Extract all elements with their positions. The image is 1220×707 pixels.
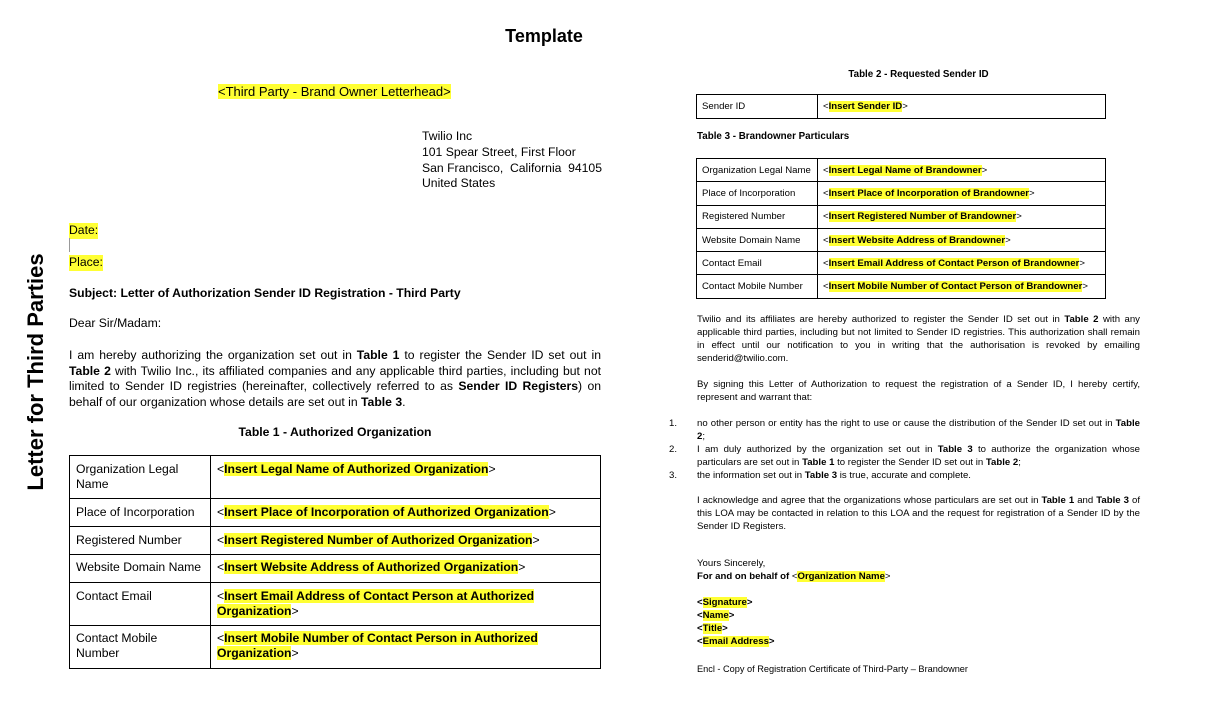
table-row	[70, 527, 601, 555]
table3-caption: Table 3 - Brandowner Particulars	[697, 131, 850, 142]
table-label: Sender ID	[697, 95, 818, 119]
table-value: <Insert Mobile Number of Contact Person in Authorized Organization>	[211, 626, 601, 669]
address-line-2: 101 Spear Street, First Floor	[422, 144, 576, 159]
placeholder-field: Insert Email Address of Contact Person of Brandowner	[828, 257, 1080, 269]
table-value: <Insert Registered Number of Brandowner>	[818, 205, 1106, 228]
placeholder-field: Organization	[217, 604, 292, 618]
table-row	[697, 95, 1106, 119]
address-line-3	[422, 161, 602, 177]
table-label: Contact Mobile Number	[70, 626, 211, 669]
body-text: to register the Sender ID set out in	[834, 457, 986, 468]
authorization-paragraph	[69, 348, 601, 410]
subject-line: Subject: Letter of Authorization Sender ID Registration - Third Party	[69, 286, 461, 300]
text-cursor	[69, 238, 70, 252]
address-city: San Francisco,	[422, 160, 504, 175]
body-text: ) on behalf of our organization whose details are set out in	[69, 379, 601, 409]
list-item	[669, 443, 1140, 469]
warranty-list	[669, 417, 1140, 482]
list-item	[669, 469, 1140, 482]
body-text: I acknowledge and agree that the organizations whose particulars are set out in	[697, 495, 1042, 506]
signature-block	[697, 596, 775, 648]
letterhead-placeholder: <Third Party - Brand Owner Letterhead>	[218, 84, 451, 99]
body-ref: Table 3	[804, 470, 838, 481]
placeholder-field: Insert Website Address of Authorized Organization	[224, 560, 519, 574]
body-ref-table1: Table 1	[356, 348, 400, 362]
table-value: <Insert Email Address of Contact Person of Brandowner>	[818, 252, 1106, 275]
placeholder-field: Insert Registered Number of Brandowner	[828, 211, 1017, 223]
list-text	[697, 443, 1140, 469]
body-ref-table3: Table 3	[361, 394, 403, 409]
body-text: of this LOA may be contacted in relation to this LOA and the request for registration of a Sender ID by the Sender ID Registers.	[697, 495, 1140, 532]
placeholder-field: Insert Registered Number of Authorized Organization	[224, 533, 533, 547]
table-value: <Insert Mobile Number of Contact Person of Brandowner>	[818, 275, 1106, 298]
on-behalf-text: For and on behalf of	[697, 571, 792, 582]
placeholder-field: Insert Sender ID	[828, 101, 903, 112]
signature-line: <Signature>	[697, 597, 753, 608]
table-label: Organization Legal Name	[697, 159, 818, 182]
list-number: 3.	[669, 470, 678, 481]
closing-line: Yours Sincerely,	[697, 558, 766, 569]
body-ref-table2: Table 2	[1064, 314, 1099, 325]
placeholder-field: Insert Legal Name of Authorized Organization	[224, 462, 489, 476]
body-ref: Table 2	[697, 418, 1140, 442]
table-value: <Insert Registered Number of Authorized Organization>	[211, 527, 601, 555]
body-ref-table1: Table 1	[1041, 495, 1075, 506]
body-text: Twilio and its affiliates are hereby authorized to register the Sender ID set out in	[697, 314, 1065, 325]
list-number: 1.	[669, 418, 678, 429]
body-text: to authorize the organization whose particulars are set out in	[697, 444, 1140, 468]
table-row	[697, 275, 1106, 298]
place-label: Place:	[69, 255, 103, 269]
name-placeholder: Name	[702, 610, 729, 621]
table-label: Website Domain Name	[70, 555, 211, 583]
body-text: .	[402, 394, 406, 409]
body-text: ;	[702, 431, 706, 442]
address-state: California	[509, 160, 562, 175]
placeholder-field: Insert Email Address of Contact Person at Authorized	[224, 589, 535, 603]
placeholder-field: Insert Mobile Number of Contact Person in Authorized	[224, 631, 538, 645]
body-text: is true, accurate and complete.	[837, 470, 971, 481]
authorized-organization-table	[69, 455, 601, 669]
table-label: Organization Legal Name	[70, 456, 211, 499]
body-ref: Table 1	[802, 457, 835, 468]
requested-sender-id-table	[696, 94, 1106, 119]
table-row	[70, 499, 601, 527]
list-text	[697, 469, 1140, 482]
table-label: Place of Incorporation	[70, 499, 211, 527]
table-value: <Insert Legal Name of Authorized Organization>	[211, 456, 601, 499]
body-ref: Table 3	[937, 444, 973, 455]
placeholder-field: Organization	[217, 646, 292, 660]
body-ref-registers: Sender ID Registers	[458, 379, 579, 393]
page-title: Template	[505, 26, 583, 46]
table-row	[70, 626, 601, 669]
certification-paragraph: By signing this Letter of Authorization to request the registration of a Sender ID, I hereby certify, represent and warrant that:	[697, 379, 1140, 403]
table-label: Contact Email	[697, 252, 818, 275]
body-ref: Table 2	[985, 457, 1019, 468]
table-value: <Insert Place of Incorporation of Authorized Organization>	[211, 499, 601, 527]
table-value: <Insert Email Address of Contact Person at Authorized Organization>	[211, 583, 601, 626]
body-text: with Twilio Inc., its affiliated companies and any applicable third parties, including but not limited to Sender ID registries (hereinafter, collectively referred to as	[69, 363, 601, 393]
table-row	[70, 583, 601, 626]
placeholder-field: Insert Place of Incorporation of Brandowner	[828, 187, 1030, 199]
body-text: I am hereby authorizing the organization set out in	[69, 348, 357, 362]
body-text: with any applicable third parties, including but not limited to Sender ID registries. This authorization shall remain in effect until our notification to you in writing that the authorisation is revoked by emailing senderid@twilio.com.	[697, 314, 1140, 364]
table-row	[697, 228, 1106, 251]
address-line-1: Twilio Inc	[422, 129, 473, 143]
address-line-4: United States	[422, 176, 496, 191]
table-label: Website Domain Name	[697, 228, 818, 251]
body-text: and	[1074, 495, 1097, 506]
table-value: <Insert Place of Incorporation of Brandowner>	[818, 182, 1106, 205]
table-value: <Insert Legal Name of Brandowner>	[818, 159, 1106, 182]
table-value: <Insert Website Address of Authorized Organization>	[211, 555, 601, 583]
body-text: I am duly authorized by the organization set out in	[697, 444, 938, 455]
table-row	[70, 456, 601, 499]
address-zip: 94105	[568, 160, 602, 175]
placeholder-field: Insert Legal Name of Brandowner	[828, 164, 982, 176]
body-ref-table3: Table 3	[1096, 495, 1129, 506]
body-text: the information set out in	[697, 470, 805, 481]
email-line: <Email Address>	[697, 636, 775, 647]
enclosure-note: Encl - Copy of Registration Certificate of Third-Party – Brandowner	[697, 664, 968, 674]
brandowner-particulars-table	[696, 158, 1106, 299]
list-item	[669, 417, 1140, 443]
list-text	[697, 417, 1140, 443]
body-text: no other person or entity has the right to use or cause the distribution of the Sender ID set out in	[697, 418, 1116, 429]
acknowledgement-paragraph	[697, 494, 1140, 533]
date-label: Date:	[69, 223, 99, 237]
name-line: <Name>	[697, 610, 735, 621]
table-row	[70, 555, 601, 583]
table-label: Place of Incorporation	[697, 182, 818, 205]
placeholder-field: Insert Website Address of Brandowner	[828, 234, 1006, 246]
table-row	[697, 205, 1106, 228]
placeholder-field: Insert Mobile Number of Contact Person of Brandowner	[828, 281, 1083, 293]
table-value: <Insert Sender ID>	[818, 95, 1106, 119]
email-placeholder: Email Address	[702, 636, 769, 647]
organization-name-placeholder: Organization Name	[797, 571, 885, 582]
authorization-scope-paragraph	[697, 313, 1140, 365]
title-line: <Title>	[697, 623, 728, 634]
table-row	[697, 252, 1106, 275]
body-text: to register the Sender ID set out in	[399, 348, 601, 362]
table-row	[697, 182, 1106, 205]
placeholder-field: Insert Place of Incorporation of Authorized Organization	[224, 505, 549, 519]
body-ref-table2: Table 2	[69, 363, 111, 378]
body-text: ;	[1018, 457, 1021, 468]
side-title: Letter for Third Parties	[23, 253, 48, 491]
table-label: Contact Mobile Number	[697, 275, 818, 298]
table-row	[697, 159, 1106, 182]
table-label: Contact Email	[70, 583, 211, 626]
on-behalf-line: For and on behalf of <Organization Name>	[697, 571, 891, 582]
table-label: Registered Number	[697, 205, 818, 228]
table1-caption: Table 1 - Authorized Organization	[238, 425, 432, 439]
table-label: Registered Number	[70, 527, 211, 555]
salutation: Dear Sir/Madam:	[69, 316, 162, 330]
list-number: 2.	[669, 444, 678, 455]
signature-placeholder: Signature	[702, 597, 747, 608]
recipient-address	[422, 129, 602, 192]
closing	[697, 557, 891, 583]
table-value: <Insert Website Address of Brandowner>	[818, 228, 1106, 251]
table2-caption: Table 2 - Requested Sender ID	[848, 69, 989, 80]
title-placeholder: Title	[702, 623, 723, 634]
